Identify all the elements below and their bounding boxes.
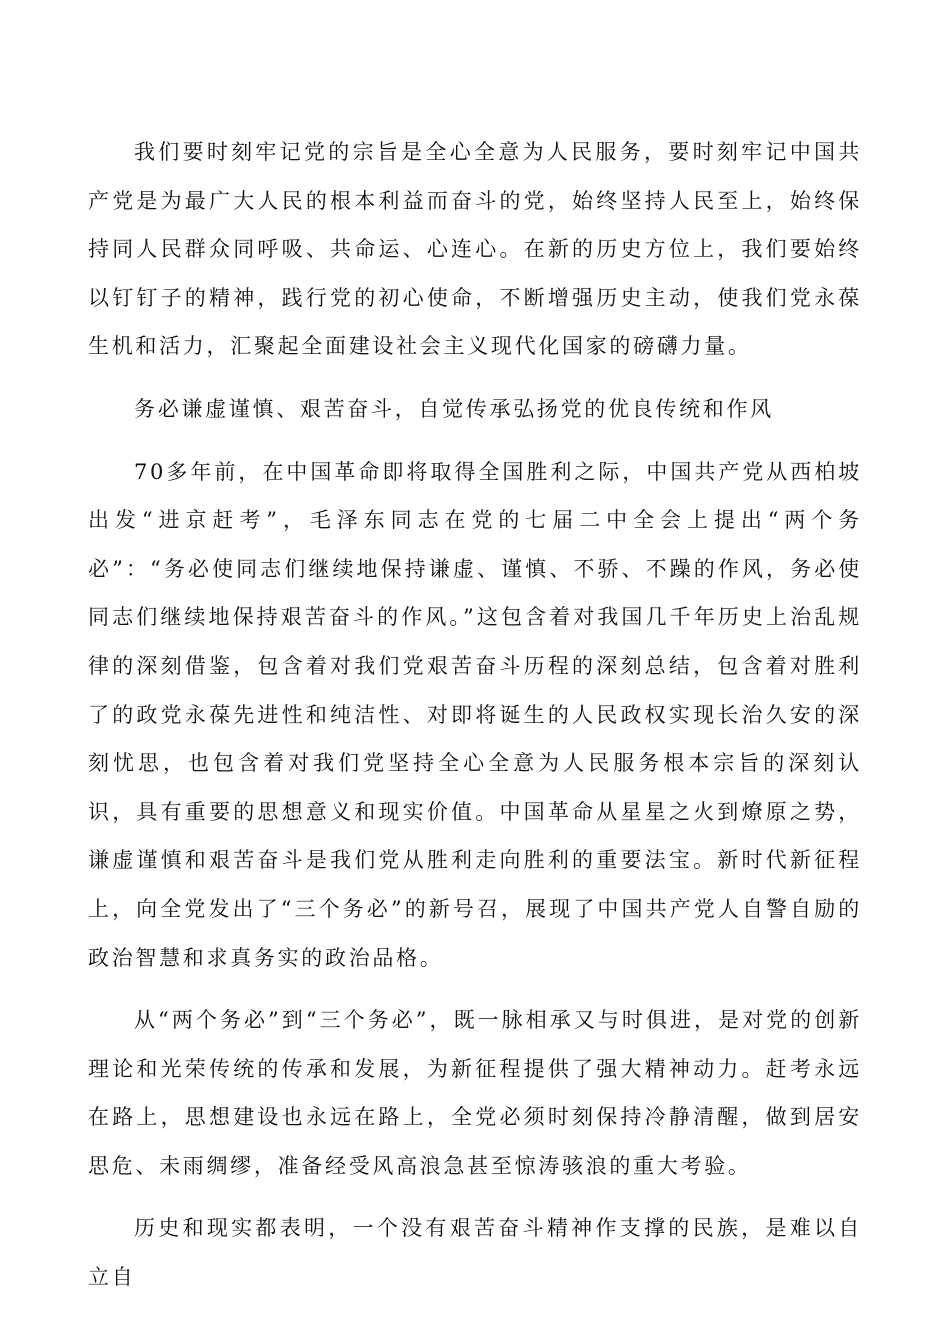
- section-heading-modest-prudent: 务必谦虚谨慎、艰苦奋斗，自觉传承弘扬党的优良传统和作风: [134, 396, 774, 421]
- paragraph-three-musts: 从“两个务必”到“三个务必”，既一脉相承又与时俱进，是对党的创新理论和光荣传统的传承和发展，为新征程提供了强大精神动力。赶考永远在路上，思想建设也永远在路上，全党必须时刻保持冷静清醒，做到居安思危、未雨绸缪，准备经受风高浪急甚至惊涛骇浪的重大考验。: [88, 1008, 862, 1178]
- paragraph-people-centered: 我们要时刻牢记党的宗旨是全心全意为人民服务，要时刻牢记中国共产党是为最广大人民的根本利益而奋斗的党，始终坚持人民至上，始终保持同人民群众同呼吸、共命运、心连心。在新的历史方位上，我们要始终以钉钉子的精神，践行党的初心使命，不断增强历史主动，使我们党永葆生机和活力，汇聚起全面建设社会主义现代化国家的磅礴力量。: [88, 140, 862, 359]
- paragraph-history-reality: 历史和现实都表明，一个没有艰苦奋斗精神作支撑的民族，是难以自立自: [88, 1216, 862, 1290]
- paragraph-two-musts: 70多年前，在中国革命即将取得全国胜利之际，中国共产党从西柏坡出发“进京赶考”，毛泽东同志在党的七届二中全会上提出“两个务必”：“务必使同志们继续地保持谦虚、谨慎、不骄、不躁的作风，务必使同志们继续地保持艰苦奋斗的作风。”这包含着对我国几千年历史上治乱规律的深刻借鉴，包含着对我们党艰苦奋斗历程的深刻总结，包含着对胜利了的政党永葆先进性和纯洁性、对即将诞生的人民政权实现长治久安的深刻忧思，也包含着对我们党坚持全心全意为人民服务根本宗旨的深刻认识，具有重要的思想意义和现实价值。中国革命从星星之火到燎原之势，谦虚谨慎和艰苦奋斗是我们党从胜利走向胜利的重要法宝。新时代新征程上，向全党发出了“三个务必”的新号召，展现了中国共产党人自警自励的政治智慧和求真务实的政治品格。: [88, 459, 862, 970]
- document-body: [88, 128, 862, 1316]
